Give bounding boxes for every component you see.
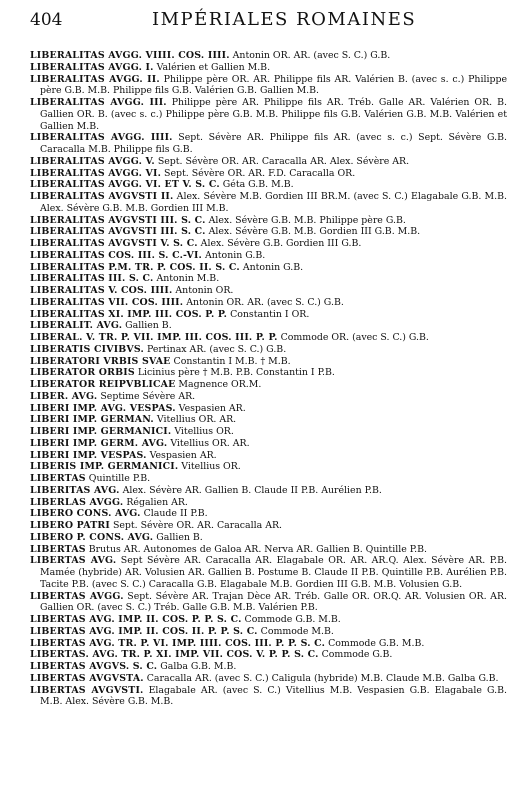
coin-legend: LIBERALITAS III. S. C.	[30, 273, 154, 285]
catalog-entry	[30, 297, 507, 309]
coin-legend: LIBERALITAS AVGG. IIII.	[30, 132, 173, 144]
catalog-entry	[30, 379, 507, 391]
coin-attribution: Claude II P.B.	[143, 508, 208, 520]
catalog-entry	[30, 673, 507, 685]
catalog-entry	[30, 461, 507, 473]
catalog-entry	[30, 450, 507, 462]
catalog-entry	[30, 638, 507, 650]
catalog-entry	[30, 250, 507, 262]
coin-attribution: Régalien AR.	[126, 496, 188, 508]
coin-attribution: Constantin I M.B. † M.B.	[173, 355, 291, 367]
coin-legend: LIBERALIT. AVG.	[30, 320, 123, 332]
coin-attribution: Commode G.B. M.B.	[328, 637, 425, 649]
coin-attribution: Vitellius OR. AR.	[170, 437, 250, 449]
catalog-entry	[30, 50, 507, 62]
coin-legend: LIBERALITAS P.M. TR. P. COS. II. S. C.	[30, 261, 240, 273]
coin-legend: LIBERO CONS. AVG.	[30, 508, 141, 520]
catalog-entry	[30, 215, 507, 227]
coin-attribution: Brutus AR. Autonomes de Galoa AR. Nerva AR. Gallien B. Quintille P.B.	[88, 543, 427, 555]
coin-attribution: Magnence OR.M.	[178, 379, 262, 390]
coin-attribution: Vitellius OR.	[174, 426, 234, 437]
coin-attribution: Vitellius OR. AR.	[156, 414, 237, 426]
coin-legend: LIBERI IMP. VESPAS.	[30, 449, 147, 461]
coin-legend: LIBERALITAS V. COS. IIII.	[30, 285, 173, 296]
coin-legend: LIBERALITAS AVGG. VI.	[30, 167, 162, 179]
catalog-entry	[30, 309, 507, 321]
coin-legend: LIBERTAS AVG. IMP. II. COS. P. P. S. C.	[30, 614, 242, 625]
catalog-entry	[30, 555, 507, 590]
catalog-entry	[30, 320, 507, 332]
coin-attribution: Alex. Sévère G.B. Gordien III G.B.	[200, 238, 362, 249]
coin-legend: LIBERTAS AVG. TR. P. VI. IMP. IIII. COS. III. P. P. S. C.	[30, 637, 326, 649]
page-number: 404	[30, 10, 63, 30]
coin-attribution: Antonin OR. AR. (avec S. C.) G.B.	[186, 296, 344, 308]
catalog-entry	[30, 132, 507, 156]
catalog-entry	[30, 473, 507, 485]
coin-attribution: Sept. Sévère OR. AR. Caracalla AR. Alex. Sévère AR.	[157, 155, 410, 167]
coin-legend: LIBERALITAS AVGG. V.	[30, 155, 155, 167]
coin-legend: LIBERALITAS AVGVSTI III. S. C.	[30, 214, 206, 226]
coin-legend: LIBERALITAS COS. III. S. C.-VI.	[30, 249, 202, 261]
coin-legend: LIBERTAS AVGVSTA.	[30, 672, 144, 684]
coin-legend: LIBERLAS AVGG.	[30, 496, 124, 508]
coin-attribution: Sept. Sévère AR. Trajan Dèce AR. Tréb. Galle OR. OR.Q. AR. Volusien OR. AR. Gallien OR. (avec S. C.) Tréb. Galle G.B. M.B. Valérien P.B.	[40, 590, 507, 614]
coin-legend: LIBERATIS CIVIBVS.	[30, 343, 144, 355]
coin-attribution: Antonin OR.	[175, 285, 234, 296]
coin-legend: LIBERTAS AVGG.	[30, 590, 124, 602]
catalog-entry	[30, 591, 507, 615]
catalog-entry	[30, 285, 507, 297]
coin-attribution: Sept. Sévère OR. AR. Caracalla AR.	[112, 520, 283, 531]
coin-attribution: Pertinax AR. (avec S. C.) G.B.	[146, 343, 287, 355]
coin-legend: LIBERALITAS AVGG. VIIII. COS. IIII.	[30, 50, 230, 61]
catalog-entry	[30, 238, 507, 250]
catalog-entry	[30, 497, 507, 509]
coin-legend: LIBERTAS AVG.	[30, 555, 117, 567]
coin-legend: LIBERI IMP. GERMANICI.	[30, 426, 172, 437]
coin-attribution: Antonin G.B.	[242, 261, 304, 273]
coin-attribution: Caracalla AR. (avec S. C.) Caligula (hybride) M.B. Claude M.B. Galba G.B.	[146, 672, 499, 684]
catalog-entry	[30, 532, 507, 544]
catalog-entry	[30, 520, 507, 532]
coin-attribution: Commode M.B.	[260, 625, 334, 637]
catalog-entry	[30, 168, 507, 180]
coin-attribution: Elagabale AR. (avec S. C.) Vitellius M.B. Vespasien G.B. Elagabale G.B. M.B. Alex. Sévère G.B. M.B.	[40, 684, 507, 708]
coin-legend: LIBERTAS. AVG. TR. P. XI. IMP. VII. COS. V. P. P. S. C.	[30, 649, 319, 661]
catalog-entry	[30, 356, 507, 368]
coin-attribution: Sept. Sévère AR. Philippe fils AR. (avec s. c.) Sept. Sévère G.B. Caracalla M.B. Philippe fils G.B.	[40, 132, 507, 155]
catalog-entry	[30, 97, 507, 132]
catalog-entry	[30, 273, 507, 285]
catalog-entry	[30, 649, 507, 661]
catalog-entry	[30, 403, 507, 415]
coin-attribution: Alex. Sévère G.B. M.B. Philippe père G.B.	[208, 214, 406, 226]
coin-attribution: Licinius père † M.B. P.B. Constantin I P.B.	[137, 367, 335, 379]
coin-legend: LIBERALITAS AVGG. I.	[30, 61, 154, 73]
catalog-entry	[30, 626, 507, 638]
coin-attribution: Philippe père OR. AR. Philippe fils AR. Valérien B. (avec s. c.) Philippe père G.B. M.B. Philippe fils G.B. Valérien G.B. Gallien M.B.	[40, 73, 507, 97]
catalog-entry	[30, 426, 507, 438]
entry-list	[30, 50, 507, 708]
coin-legend: LIBERATORI VRBIS SVAE	[30, 355, 171, 367]
coin-legend: LIBERTAS AVGVS. S. C.	[30, 661, 158, 672]
coin-legend: LIBERATOR REIPVBLICAE	[30, 379, 176, 390]
coin-legend: LIBERI IMP. AVG. VESPAS.	[30, 402, 176, 414]
catalog-entry	[30, 485, 507, 497]
coin-legend: LIBERAL. V. TR. P. VII. IMP. III. COS. III. P. P.	[30, 332, 278, 343]
coin-legend: LIBERO P. CONS. AVG.	[30, 531, 154, 543]
coin-attribution: Commode G.B. M.B.	[244, 614, 341, 625]
coin-legend: LIBERALITAS AVGG. VI. ET V. S. C.	[30, 179, 220, 191]
coin-attribution: Galba G.B. M.B.	[160, 661, 237, 672]
page-header	[30, 8, 507, 32]
coin-attribution: Antonin G.B.	[204, 249, 266, 261]
coin-legend: LIBERATOR ORBIS	[30, 367, 135, 379]
coin-legend: LIBERALITAS AVGVSTI V. S. C.	[30, 238, 198, 249]
catalog-entry	[30, 544, 507, 556]
catalog-entry	[30, 685, 507, 709]
coin-attribution: Vespasien AR.	[149, 449, 217, 461]
catalog-entry	[30, 191, 507, 215]
coin-legend: LIBERIS IMP. GERMANICI.	[30, 461, 179, 473]
coin-legend: LIBERITAS AVG.	[30, 484, 120, 496]
catalog-entry	[30, 62, 507, 74]
catalog-entry	[30, 508, 507, 520]
coin-attribution: Sept. Sévère OR. AR. F.D. Caracalla OR.	[164, 167, 356, 179]
coin-attribution: Philippe père AR. Philippe fils AR. Tréb. Galle AR. Valérien OR. B. Gallien OR. B. (avec s. c.) Philippe père G.B. M.B. Philippe fils G.B. Valérien G.B. M.B. Valérien et Gallien M.B.	[40, 97, 507, 132]
coin-legend: LIBERALITAS AVGVSTI II.	[30, 191, 174, 202]
coin-legend: LIBERALITAS AVGG. III.	[30, 97, 167, 108]
catalog-entry	[30, 74, 507, 98]
coin-attribution: Antonin OR. AR. (avec S. C.) G.B.	[232, 50, 391, 61]
catalog-entry	[30, 344, 507, 356]
coin-legend: LIBER. AVG.	[30, 390, 98, 402]
coin-legend: LIBERTAS	[30, 543, 86, 555]
coin-legend: LIBERTAS AVGVSTI.	[30, 684, 144, 696]
catalog-entry	[30, 614, 507, 626]
coin-attribution: Valérien et Gallien M.B.	[156, 61, 271, 73]
coin-legend: LIBERALITAS VII. COS. IIII.	[30, 296, 184, 308]
coin-attribution: Commode OR. (avec S. C.) G.B.	[280, 332, 429, 343]
coin-legend: LIBERI IMP. GERM. AVG.	[30, 437, 168, 449]
coin-legend: LIBERALITAS XI. IMP. III. COS. P. P.	[30, 308, 228, 320]
coin-attribution: Vespasien AR.	[178, 402, 246, 414]
coin-attribution: Antonin M.B.	[156, 273, 220, 285]
coin-attribution: Sept Sévère AR. Caracalla AR. Elagabale OR. AR. AR.Q. Alex. Sévère AR. P.B. Mamée (hybride) AR. Volusien AR. Gallien B. Postume B. Claude II P.B. Quintille P.B. Aurélien P.B. Tacite P.B. (avec S. C.) Caracalla G.B. Elagabale M.B. Gordien III G.B. M.B. Volusien G.B.	[40, 555, 507, 590]
catalog-entry	[30, 332, 507, 344]
coin-attribution: Alex. Sévère M.B. Gordien III BR.M. (avec S. C.) Elagabale G.B. M.B. Alex. Sévère G.B. M.B. Gordien III M.B.	[40, 191, 507, 214]
catalog-entry	[30, 156, 507, 168]
catalog-entry	[30, 391, 507, 403]
catalog-entry	[30, 226, 507, 238]
coin-attribution: Quintille P.B.	[88, 473, 151, 484]
coin-attribution: Alex. Sévère AR. Gallien B. Claude II P.B. Aurélien P.B.	[122, 484, 382, 496]
coin-legend: LIBERTAS	[30, 473, 86, 484]
coin-legend: LIBERO PATRI	[30, 520, 110, 531]
coin-attribution: Géta G.B. M.B.	[222, 179, 294, 191]
coin-legend: LIBERALITAS AVGVSTI III. S. C.	[30, 226, 206, 238]
coin-legend: LIBERTAS AVG. IMP. II. COS. II. P. P. S. C.	[30, 625, 258, 637]
coin-attribution: Gallien B.	[156, 531, 203, 543]
catalog-entry	[30, 438, 507, 450]
coin-legend: LIBERALITAS AVGG. II.	[30, 73, 160, 85]
coin-attribution: Alex. Sévère G.B. M.B. Gordien III G.B. M.B.	[208, 226, 421, 238]
coin-attribution: Commode G.B.	[321, 649, 393, 661]
coin-attribution: Vitellius OR.	[181, 461, 241, 473]
coin-attribution: Constantin I OR.	[230, 308, 310, 320]
coin-attribution: Septime Sévère AR.	[100, 390, 196, 402]
coin-attribution: Gallien B.	[125, 320, 172, 332]
catalog-entry	[30, 179, 507, 191]
catalog-entry	[30, 414, 507, 426]
catalog-entry	[30, 367, 507, 379]
running-title: IMPÉRIALES ROMAINES	[152, 9, 417, 30]
coin-legend: LIBERI IMP. GERMAN.	[30, 414, 154, 426]
catalog-entry	[30, 661, 507, 673]
catalog-entry	[30, 262, 507, 274]
